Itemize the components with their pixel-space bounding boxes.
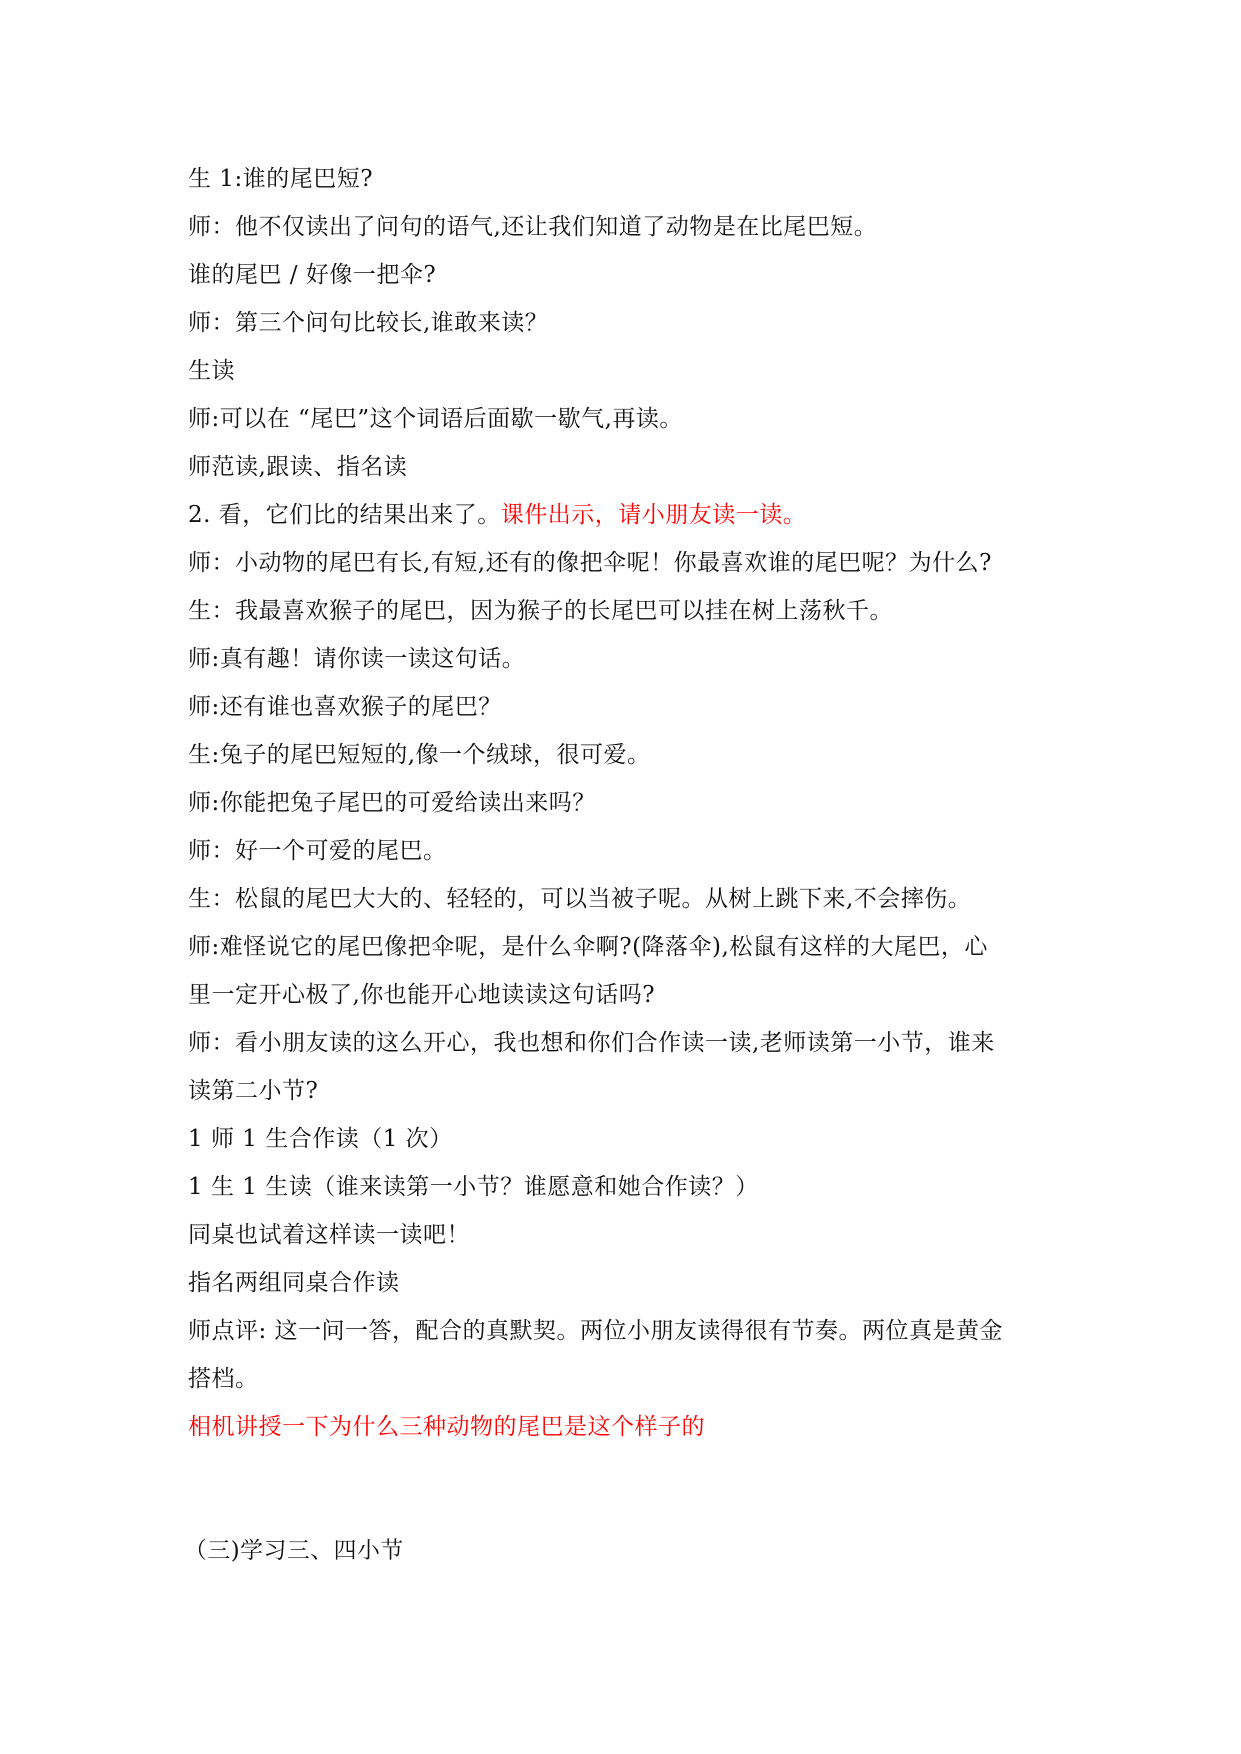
paragraph: 师：小动物的尾巴有长,有短,还有的像把伞呢！你最喜欢谁的尾巴呢？为什么? — [188, 550, 992, 576]
paragraph-continuation: 读第二小节? — [188, 1078, 319, 1104]
paragraph: 师:真有趣！请你读一读这句话。 — [188, 646, 526, 672]
paragraph: 师点评: 这一问一答，配合的真默契。两位小朋友读得很有节奏。两位真是黄金 — [188, 1318, 1004, 1344]
paragraph: 师:可以在 “尾巴”这个词语后面歇一歇气,再读。 — [188, 406, 683, 432]
paragraph: 师范读,跟读、指名读 — [188, 454, 408, 480]
highlighted-note: 相机讲授一下为什么三种动物的尾巴是这个样子的 — [188, 1414, 705, 1440]
paragraph-continuation: 里一定开心极了,你也能开心地读读这句话吗? — [188, 982, 656, 1008]
paragraph: 师：看小朋友读的这么开心，我也想和你们合作读一读,老师读第一小节，谁来 — [188, 1030, 995, 1056]
paragraph-with-highlight — [188, 491, 1058, 539]
paragraph: 1 师 1 生合作读（1 次） — [188, 1126, 453, 1152]
paragraph-continuation: 搭档。 — [188, 1366, 259, 1392]
section-heading: （三)学习三、四小节 — [184, 1538, 404, 1564]
paragraph: 1 生 1 生读（谁来读第一小节？谁愿意和她合作读？） — [188, 1174, 759, 1200]
paragraph: 生：松鼠的尾巴大大的、轻轻的，可以当被子呢。从树上跳下来,不会摔伤。 — [188, 886, 972, 912]
paragraph-text: 2. 看，它们比的结果出来了。 — [188, 502, 501, 528]
document-body — [184, 155, 1058, 1575]
spacer — [188, 1451, 1058, 1499]
paragraph: 谁的尾巴 / 好像一把伞? — [188, 262, 437, 288]
paragraph: 生 1:谁的尾巴短? — [188, 166, 374, 192]
paragraph: 师:难怪说它的尾巴像把伞呢，是什么伞啊?(降落伞),松鼠有这样的大尾巴，心 — [188, 934, 988, 960]
paragraph: 同桌也试着这样读一读吧！ — [188, 1222, 470, 1248]
paragraph: 师：他不仅读出了问句的语气,还让我们知道了动物是在比尾巴短。 — [188, 214, 878, 240]
paragraph: 指名两组同桌合作读 — [188, 1270, 400, 1296]
paragraph: 师：第三个问句比较长,谁敢来读？ — [188, 310, 549, 336]
highlighted-instruction: 课件出示，请小朋友读一读。 — [500, 502, 807, 528]
paragraph: 师：好一个可爱的尾巴。 — [188, 838, 447, 864]
paragraph: 生读 — [188, 358, 235, 384]
paragraph: 师:你能把兔子尾巴的可爱给读出来吗？ — [188, 790, 596, 816]
paragraph: 生：我最喜欢猴子的尾巴，因为猴子的长尾巴可以挂在树上荡秋千。 — [188, 598, 893, 624]
paragraph: 师:还有谁也喜欢猴子的尾巴？ — [188, 694, 502, 720]
spacer — [188, 1499, 1058, 1527]
paragraph: 生:兔子的尾巴短短的,像一个绒球，很可爱。 — [188, 742, 651, 768]
